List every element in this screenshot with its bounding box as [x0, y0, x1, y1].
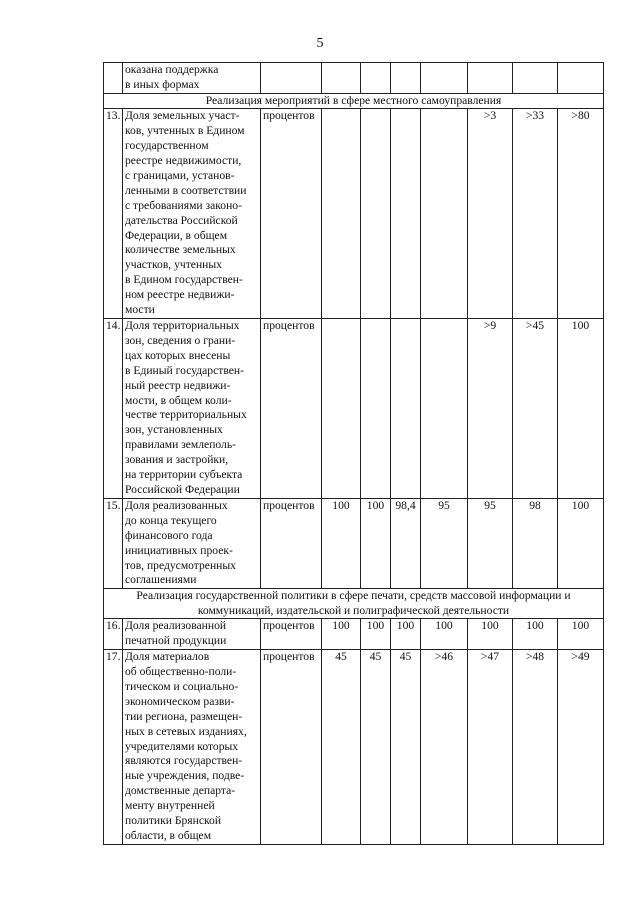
value-cell: >45 — [513, 319, 558, 499]
unit-cell: процентов — [261, 650, 322, 845]
unit-cell: процентов — [261, 498, 322, 588]
value-cell: 95 — [421, 498, 468, 588]
row-number: 14. — [104, 319, 123, 499]
value-cell: 98,4 — [391, 498, 421, 588]
value-cell — [322, 109, 361, 319]
value-cell: >9 — [468, 319, 513, 499]
value-cell: 45 — [322, 650, 361, 845]
value-cell — [468, 63, 513, 94]
value-cell: 95 — [468, 498, 513, 588]
value-cell: 45 — [361, 650, 391, 845]
indicator-name: оказана поддержка в иных формах — [123, 63, 261, 94]
value-cell: 98 — [513, 498, 558, 588]
value-cell: 100 — [361, 619, 391, 650]
row-number — [104, 63, 123, 94]
value-cell — [558, 63, 604, 94]
indicator-name: Доля территориальных зон, сведения о грани- цах которых внесены в Единый государствен- ный реестр недвижи- мости, в общем коли- честве территориальных зон, установленных правилами землеполь- зования и застройки, на территории субъекта Российской Федерации — [123, 319, 261, 499]
value-cell: >49 — [558, 650, 604, 845]
table-row — [104, 619, 604, 650]
value-cell: 100 — [558, 319, 604, 499]
table-row — [104, 109, 604, 319]
value-cell: 100 — [322, 498, 361, 588]
indicator-name: Доля материалов об общественно-поли- тическом и социально- экономическом разви- тии региона, размещен- ных в сетевых изданиях, учредителями которых являются государствен- ные учреждения, подве- домственные департа- менту внутренней политики Брянской области, в общем — [123, 650, 261, 845]
page-number: 5 — [316, 36, 324, 51]
value-cell — [322, 319, 361, 499]
value-cell: 100 — [468, 619, 513, 650]
value-cell: 100 — [421, 619, 468, 650]
value-cell: >33 — [513, 109, 558, 319]
value-cell — [322, 63, 361, 94]
value-cell: >3 — [468, 109, 513, 319]
value-cell — [361, 63, 391, 94]
value-cell: >46 — [421, 650, 468, 845]
section-header-row — [104, 93, 604, 109]
value-cell: 45 — [391, 650, 421, 845]
value-cell: 100 — [361, 498, 391, 588]
indicator-name: Доля реализованных до конца текущего финансового года инициативных проек- тов, предусмотренных соглашениями — [123, 498, 261, 588]
value-cell: 100 — [322, 619, 361, 650]
unit-cell: процентов — [261, 109, 322, 319]
value-cell — [391, 63, 421, 94]
unit-cell: процентов — [261, 319, 322, 499]
row-number: 15. — [104, 498, 123, 588]
row-number: 16. — [104, 619, 123, 650]
table-row — [104, 319, 604, 499]
row-number: 13. — [104, 109, 123, 319]
value-cell: 100 — [391, 619, 421, 650]
section-title: Реализация государственной политики в сфере печати, средств массовой информации и коммуникаций, издательской и полиграфической деятельности — [104, 589, 604, 619]
value-cell: >47 — [468, 650, 513, 845]
indicator-name: Доля реализованной печатной продукции — [123, 619, 261, 650]
value-cell — [421, 109, 468, 319]
value-cell — [391, 109, 421, 319]
value-cell: 100 — [558, 498, 604, 588]
table-row — [104, 650, 604, 845]
unit-cell: процентов — [261, 619, 322, 650]
value-cell — [513, 63, 558, 94]
value-cell: 100 — [513, 619, 558, 650]
value-cell — [261, 63, 322, 94]
row-number: 17. — [104, 650, 123, 845]
indicators-table — [103, 62, 604, 845]
value-cell — [361, 319, 391, 499]
section-header-row — [104, 589, 604, 619]
value-cell: >80 — [558, 109, 604, 319]
table-row — [104, 498, 604, 588]
value-cell — [391, 319, 421, 499]
value-cell — [361, 109, 391, 319]
table-row — [104, 63, 604, 94]
section-title: Реализация мероприятий в сфере местного самоуправления — [104, 93, 604, 109]
value-cell: 100 — [558, 619, 604, 650]
value-cell — [421, 63, 468, 94]
indicator-name: Доля земельных участ- ков, учтенных в Едином государственном реестре недвижимости, с границами, установ- ленными в соответствии с требованиями законо- дательства Российской Федерации, в общем количестве земельных участков, учтенных в Едином государствен- ном реестре недвижи- мости — [123, 109, 261, 319]
value-cell — [421, 319, 468, 499]
value-cell: >48 — [513, 650, 558, 845]
